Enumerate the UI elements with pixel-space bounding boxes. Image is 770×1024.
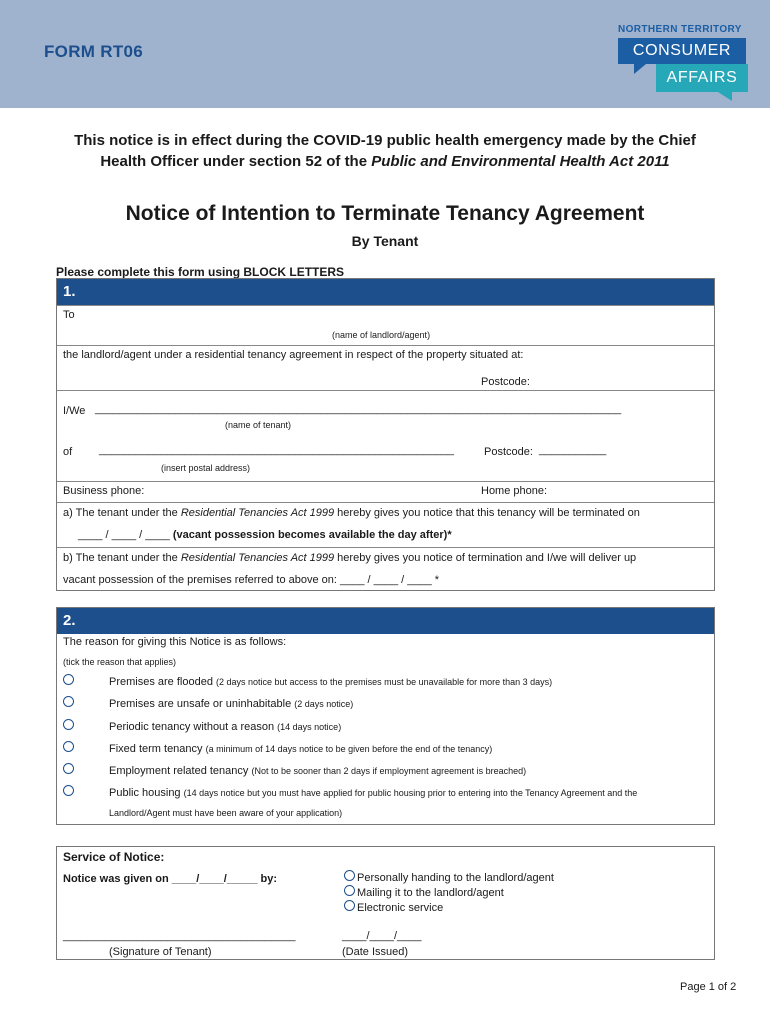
- postcode2-field[interactable]: ___________: [539, 444, 607, 456]
- signature-label: (Signature of Tenant): [109, 946, 212, 958]
- reason-public-housing-radio[interactable]: [63, 785, 74, 796]
- tenant-name-field[interactable]: ______________________________________________________________________________________: [95, 403, 622, 415]
- section-1-heading: 1.: [57, 279, 714, 305]
- reason-fixed-term-radio[interactable]: [63, 741, 74, 752]
- to-row[interactable]: [57, 305, 714, 345]
- reason-fixed-term-label: Fixed term tenancy: [109, 743, 206, 755]
- reason-periodic: [109, 721, 341, 733]
- page-title: Notice of Intention to Terminate Tenancy Agreement: [125, 202, 645, 225]
- option-a-prefix: a) The tenant under the: [63, 507, 181, 519]
- reason-employment: [109, 765, 526, 777]
- postal-address-field[interactable]: __________________________________________________________: [99, 444, 454, 456]
- reason-unsafe-radio[interactable]: [63, 696, 74, 707]
- business-phone-label[interactable]: Business phone:: [63, 485, 145, 497]
- service-of-notice: [56, 846, 715, 960]
- page-number: Page 1 of 2: [680, 981, 737, 993]
- logo-affairs-text: AFFAIRS: [656, 64, 748, 92]
- option-a-act: Residential Tenancies Act 1999: [180, 507, 335, 519]
- section-1: [56, 278, 715, 591]
- reason-flooded: [109, 676, 552, 688]
- postcode-label: Postcode:: [481, 376, 530, 388]
- method-mail-radio[interactable]: [344, 885, 355, 896]
- signature-field[interactable]: ______________________________________: [63, 930, 296, 942]
- property-row[interactable]: [57, 345, 714, 390]
- home-phone-label[interactable]: Home phone:: [481, 485, 548, 497]
- option-b-text: [63, 552, 636, 564]
- option-a-bold: (vacant possession becomes available the day after)*: [172, 529, 452, 541]
- notice-line2: [40, 151, 730, 172]
- option-b-line2: vacant possession of the premises referred to above on: ____ / ____ / ____ *: [63, 574, 440, 586]
- logo-speech-tail-icon: [634, 64, 646, 74]
- page-subtitle: By Tenant: [351, 233, 419, 249]
- consumer-affairs-logo: [616, 24, 752, 102]
- reasons-area: [57, 634, 714, 824]
- reason-flooded-label: Premises are flooded: [109, 676, 216, 688]
- logo-consumer-text: CONSUMER: [618, 38, 746, 64]
- option-b-suffix: hereby gives you notice of termination and I/we will deliver up: [334, 552, 637, 564]
- form-code: FORM RT06: [44, 42, 144, 61]
- reason-employment-label: Employment related tenancy: [109, 765, 252, 777]
- date-issued-label: (Date Issued): [342, 946, 409, 958]
- service-heading: Service of Notice:: [63, 850, 165, 864]
- option-b-prefix: b) The tenant under the: [63, 552, 181, 564]
- property-label: the landlord/agent under a residential tenancy agreement in respect of the property situated at:: [63, 349, 524, 361]
- reason-public-housing: [109, 787, 637, 799]
- notice-line2-prefix: Health Officer under section 52 of the: [100, 153, 372, 170]
- option-b-act: Residential Tenancies Act 1999: [180, 552, 335, 564]
- reason-flooded-note: (2 days notice but access to the premises must be unavailable for more than 3 days): [216, 677, 553, 687]
- logo-speech-tail-icon-2: [718, 92, 732, 101]
- option-a-date[interactable]: ____ / ____ / ____: [78, 529, 170, 541]
- reason-unsafe-label: Premises are unsafe or uninhabitable: [109, 698, 295, 710]
- method-mail-label: Mailing it to the landlord/agent: [357, 887, 504, 899]
- covid-notice: [40, 130, 730, 172]
- reason-flooded-radio[interactable]: [63, 674, 74, 685]
- to-label: To: [63, 309, 75, 321]
- header-band: [0, 0, 770, 108]
- postal-address-hint: (insert postal address): [161, 463, 251, 473]
- option-b-row[interactable]: [57, 547, 714, 591]
- reason-periodic-label: Periodic tenancy without a reason: [109, 721, 278, 733]
- method-electronic-label: Electronic service: [357, 902, 444, 914]
- tenant-row: [57, 390, 714, 481]
- option-a-row[interactable]: [57, 502, 714, 547]
- method-personal-label: Personally handing to the landlord/agent: [357, 872, 554, 884]
- tick-hint: (tick the reason that applies): [63, 657, 177, 667]
- reason-public-housing-label: Public housing: [109, 787, 184, 799]
- section-2: [56, 607, 715, 825]
- notice-act-name: Public and Environmental Health Act 2011: [371, 153, 670, 170]
- method-personal-radio[interactable]: [344, 870, 355, 881]
- phone-row: [57, 481, 714, 502]
- reason-employment-note: (Not to be sooner than 2 days if employment agreement is breached): [251, 766, 527, 776]
- reason-periodic-radio[interactable]: [63, 719, 74, 730]
- notice-given-on[interactable]: Notice was given on ____/____/_____ by:: [63, 873, 278, 885]
- tenant-name-hint: (name of tenant): [225, 420, 292, 430]
- option-a-suffix: hereby gives you notice that this tenancy will be terminated on: [334, 507, 640, 519]
- reason-public-housing-note2: Landlord/Agent must have been aware of your application): [109, 808, 343, 818]
- reason-unsafe: [109, 698, 353, 710]
- block-letters-instruction: Please complete this form using BLOCK LETTERS: [56, 265, 345, 279]
- section-2-heading: 2.: [57, 608, 714, 634]
- option-a-text: [63, 507, 640, 519]
- reason-unsafe-note: (2 days notice): [294, 699, 354, 709]
- reason-employment-radio[interactable]: [63, 763, 74, 774]
- reason-public-housing-note: (14 days notice but you must have applied for public housing prior to entering into the Tenancy Agreement and the: [183, 788, 638, 798]
- option-a-line2: [78, 529, 452, 541]
- iwe-label: I/We: [63, 405, 86, 417]
- reason-fixed-term-note: (a minimum of 14 days notice to be given before the end of the tenancy): [205, 744, 493, 754]
- reason-label: The reason for giving this Notice is as follows:: [63, 636, 287, 648]
- postcode2-label: Postcode:: [484, 446, 533, 458]
- landlord-hint: (name of landlord/agent): [332, 330, 431, 340]
- of-label: of: [63, 446, 73, 458]
- logo-territory-text: NORTHERN TERRITORY: [618, 24, 742, 35]
- method-electronic-radio[interactable]: [344, 900, 355, 911]
- notice-line1: This notice is in effect during the COVID-19 public health emergency made by the Chief: [74, 132, 696, 149]
- date-issued-field[interactable]: ____/____/____: [342, 930, 422, 942]
- reason-periodic-note: (14 days notice): [277, 722, 342, 732]
- reason-fixed-term: [109, 743, 492, 755]
